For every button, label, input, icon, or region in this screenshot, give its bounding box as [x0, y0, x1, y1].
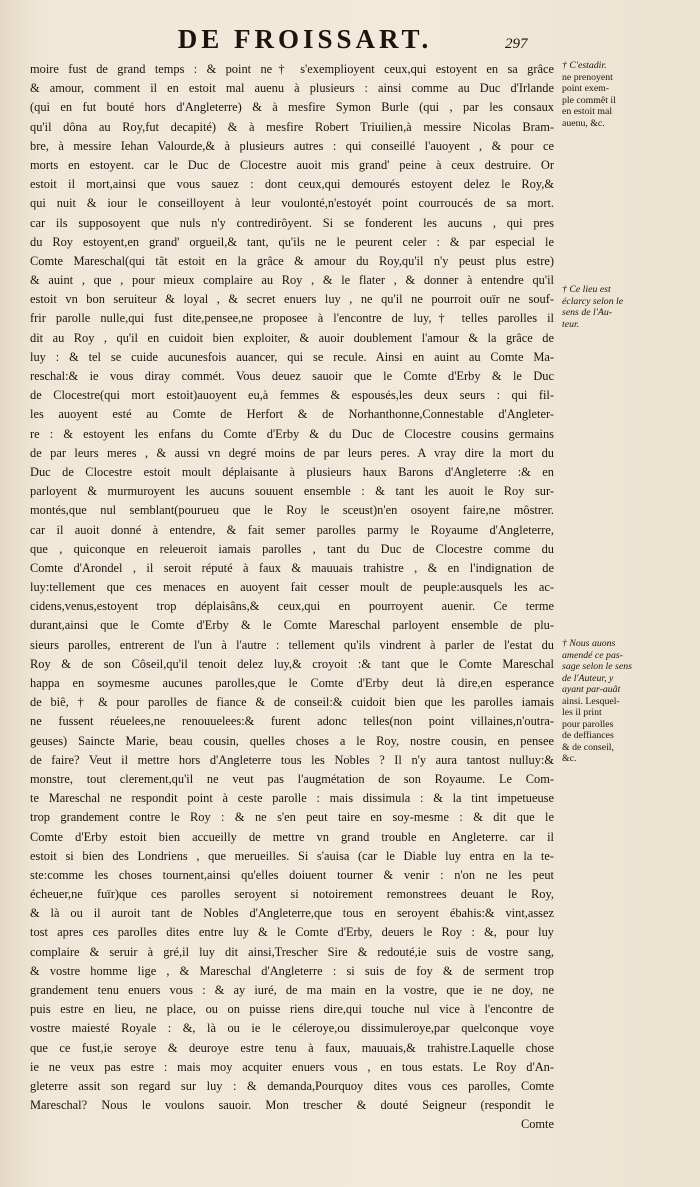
text-line: grandement tenu enuers vous : & ay iuré, de ma main en la vostre, que ie ne doy, ne: [30, 983, 554, 997]
text-line: & auint , que , pour mieux complaire au Roy , & le flater , & donner à entendre qu'il: [30, 273, 554, 288]
text-line: luy:tellement que ces menaces en auoyent fait cesser moult de peuple:ausquels les ac-: [30, 580, 554, 595]
margin-note-line: &c.: [562, 753, 577, 764]
text-line: qui nuit & iour le conseilloyent à leur voulonté,n'estoyét point courroucés de sa mort.: [30, 196, 554, 211]
text-line: moire fust de grand temps : & point ne† s'exemplioyent ceux,qui estoyent en sa grâce: [30, 62, 554, 76]
text-line: que ce fust,ie seroye & deuroye estre tenu à faux, mauuais,& trahistre.Laquelle chose: [30, 1040, 554, 1055]
text-line: monstre, tout clerement,qu'il ne veut pas l'augmétation de son Royaume. Le Com-: [30, 771, 554, 786]
text-line: car il auoit donné à entendre, & fait semer parolles parmy le Royaume d'Angleterre,: [30, 522, 554, 537]
text-line: morts en estoyent. car le Duc de Clocestre auoit mis grand' peine à ceux destruire. Or: [30, 157, 554, 172]
text-line: re : & estoyent les enfans du Comte d'Erby & du Duc de Clocestre cousins germains: [30, 426, 554, 441]
text-line: & là ou il auroit tant de Nobles d'Angleterre,que tous en seroyent ébahis:& vint,assez: [30, 906, 554, 921]
text-line: ne fussent réuelees,ne renouuelees:& furent adonc telles(non point villaines,n'outra-: [30, 714, 554, 729]
text-line: du Roy estoyent,en grand' orgueil,& tant, qu'ils ne le peurent celer : & par especial le: [30, 234, 554, 249]
margin-note-line: ainsi. Lesquel-: [562, 695, 620, 707]
margin-note-line: auenu, &c.: [562, 117, 605, 129]
text-line: frir parolle nulle,qui fust dite,pensee,ne proposee à l'encontre de luy,† telles parolles il: [30, 311, 554, 326]
text-line: écheuer,ne fuïr)que ces parolles seroyent si notoirement remonstrees deuant le Roy,: [30, 887, 554, 902]
margin-note-line: de l'Auteur, y: [562, 672, 614, 684]
text-line: vostre maiesté Royale : &, là ou ie le céleroye,ou dissimuleroye,par quelconque voye: [30, 1021, 554, 1036]
text-line: cidens,venus,estoyent trop déplaisâns,& ceux,qui en pourroyent auenir. Ce terme: [30, 599, 554, 614]
text-line: que , quiconque en releueroit iamais parolles , tant du Duc de Clocestre comme du: [30, 541, 554, 556]
margin-note-line: sens de l'Au-: [562, 307, 612, 318]
text-line: Duc de Clocestre estoit moult déplaisante à plusieurs haux Barons d'Angleterre :& en: [30, 464, 554, 479]
text-line: les auoyent esté au Comte de Herfort & de Norhanthonne,Connestable d'Angleter-: [30, 407, 554, 422]
text-line: Comte d'Erby estoit bien accueilly de mettre vn grand trouble en Angleterre. car il: [30, 829, 554, 844]
text-line: de faire? Veut il mettre hors d'Angleterre tous les Nobles ? Il n'y aura tantost nulluy:&: [30, 752, 554, 767]
text-line: Mareschal? Nous le voulons sauoir. Mon trescher & douté Seigneur (respondit le: [30, 1098, 554, 1113]
text-line: bre, à messire Iehan Valourde,& à plusieurs autres : qui conseillé l'auoyent , & pour ce: [30, 138, 554, 153]
text-line: & amour, comment il en estoit mal auenu à plusieurs : ainsi comme au Duc d'Irlande: [30, 81, 554, 96]
margin-note-line: de deffiances: [562, 730, 614, 741]
text-line: de biê, † & pour parolles de fiance & de conseil:& cuidoit bien que les parolles iamais: [30, 695, 554, 710]
text-line: puis estre en lieu, ne place, ou on puisse riens dire,qui touche nul vice à l'encontre de: [30, 1002, 554, 1017]
margin-note-line: † Ce lieu est: [562, 284, 611, 295]
text-line: tost apres ces parolles dites entre luy & le Comte d'Erby, deuers le Roy : &, pour luy: [30, 925, 554, 940]
margin-note-line: ne prenoyent: [562, 71, 613, 83]
main-text-column: [30, 60, 554, 1135]
text-line: ie ne veux pas estre : mais moy acquiter enuers vous , en tous estats. Le Roy d'An-: [30, 1059, 554, 1074]
text-line: estoit vn bon seruiteur & loyal , & secret enuers luy , ne qu'il ne pourroit ouïr ne souf-: [30, 292, 554, 307]
text-line: ste:comme les choses tournent,ainsi qu'elles doiuent tourner & venir : n'on ne les peut: [30, 867, 554, 882]
text-line: durant,ainsi que le Comte d'Erby & le Comte Mareschal parloyent ensemble de plu-: [30, 618, 554, 633]
text-line: Comte Mareschal(qui tât estoit en la grâce & amour du Roy,qu'il n'y peust plus estre): [30, 253, 554, 268]
margin-note-line: teur.: [562, 318, 580, 330]
margin-note-line: † Nous auons: [562, 638, 616, 649]
margin-note-line: éclarcy selon le: [562, 295, 624, 307]
text-line: de Clocestre(qui mort estoit)auoyent eu,à femmes & espousés,les deux seurs : qui fil-: [30, 388, 554, 403]
text-line: dit au Roy , qu'il en cuidoit bien exploiter, & auoir doublement l'amour & la grâce de: [30, 330, 554, 345]
text-line: reschal:& ie vous diray commét. Vous deuez sauoir que le Comte d'Erby & le Duc: [30, 369, 554, 383]
text-line: trop grandement contre le Roy : & ne s'en peut taire en soy-mesme : & dit que le: [30, 810, 554, 825]
margin-note-line: amendé ce pas-: [562, 649, 623, 661]
margin-note-line: ple commêt il: [562, 94, 616, 106]
margin-note-line: † C'estadir.: [562, 60, 607, 71]
text-line: complaire & seruir à gré,il luy dit ainsi,Trescher Sire & redouté,ie suis de vostre sang,: [30, 944, 554, 959]
text-line: Roy & de son Côseil,qu'il tenoit delez luy,& croyoit :& tant que le Comte Mareschal: [30, 656, 554, 671]
text-line: (qui en fut bouté hors d'Angleterre) & à mesfire Symon Burle (qui , par les consaux: [30, 100, 554, 115]
text-line: sieurs parolles, entrerent de l'un à l'autre : tellement qu'ils vindrent à parler de l'estat du: [30, 637, 554, 652]
text-line: qu'il dôna au Roy,fut decapité) & à mesfire Robert Triuilien,à messire Nicolas Bram-: [30, 119, 554, 134]
text-line: gleterre assit son regard sur luy : & demanda,Pourquoy dites vous ces parolles, Comte: [30, 1078, 554, 1093]
text-line: te Mareschal ne respondit point à ceste parolle : mais dissimula : & la tint impetueuse: [30, 791, 554, 806]
margin-note-line: point exem-: [562, 83, 610, 94]
margin-note-line: ayant par-auât: [562, 684, 621, 695]
page-number: 297: [505, 36, 528, 52]
margin-note-line: sage selon le sens: [562, 661, 632, 672]
margin-note-line: en estoit mal: [562, 106, 613, 117]
text-line: & vostre homme lige , & Mareschal d'Angleterre : si suis de foy & de serment trop: [30, 963, 554, 978]
text-line: Comte d'Arondel , il seroit réputé à faux & mauuais trahistre , & en l'indignation de: [30, 560, 554, 575]
margin-note-3: [562, 638, 694, 765]
text-line: montés,que nul semblant(pourueu que le Roy le sceust)n'en osoyent faire,ne môstrer.: [30, 503, 554, 518]
text-line: luy : & tel se cuide aucunesfois auancer, qui se recule. Ainsi en auint au Comte Ma-: [30, 349, 554, 364]
margin-note-1: [562, 60, 694, 129]
text-line: de par leurs meres , & aussi vn degré moins de par leurs peres. A vray dire la mort du: [30, 445, 554, 460]
text-line: geuses) Saincte Marie, beau cousin, quelles choses a le Roy, nostre cousin, en pensee: [30, 733, 554, 748]
text-line: Comte: [520, 1117, 554, 1132]
margin-note-line: & de conseil,: [562, 741, 614, 753]
margin-note-line: pour parolles: [562, 718, 614, 730]
margin-note-line: les il print: [562, 707, 602, 718]
running-title: DE FROISSART.: [177, 24, 433, 54]
margin-note-2: [562, 284, 694, 330]
text-line: happa en soymesme aucunes parolles,que le Comte d'Erby deut là dire,en esperance: [30, 676, 554, 690]
text-line: parloyent & murmuroyent les aucuns souuent ensemble : & tant les auoit le Roy sur-: [30, 484, 554, 499]
text-line: estoit il mort,ainsi que vous sauez : dont ceux,qui demourés estoyent delez le Roy,&: [30, 177, 554, 192]
text-line: estoit si bien des Londriens , que merueilles. Si s'auisa (car le Diable luy entra en la te-: [30, 848, 554, 863]
text-line: car ils supposoyent que nuls n'y contredirôyent. Si se fonderent les aucuns , qui pres: [30, 215, 554, 230]
